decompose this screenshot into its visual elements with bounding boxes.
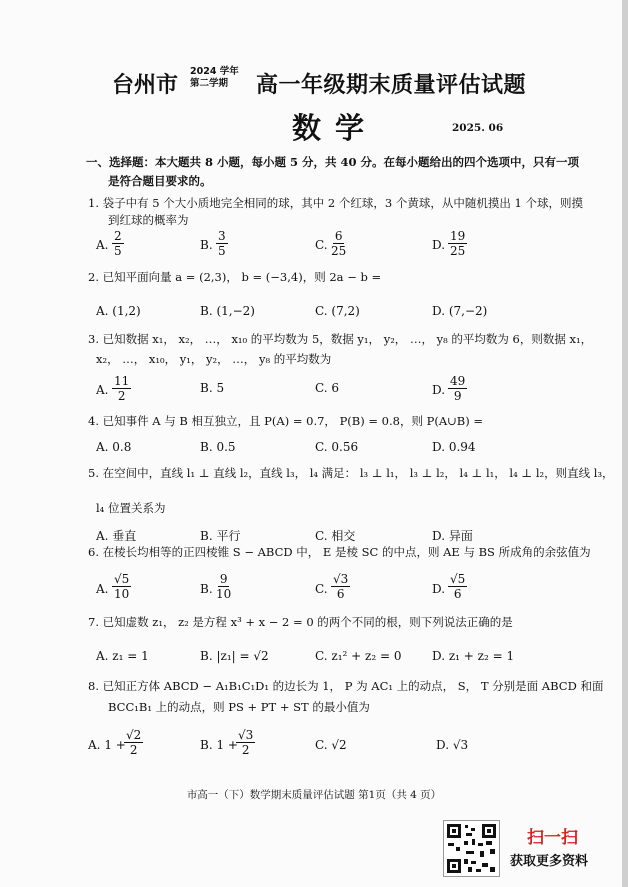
q6-option-d: $\frac{√5}{6}$	[450, 572, 466, 601]
q6-stem: 6. 在棱长均相等的正四棱锥 S − ABCD 中， E 是棱 SC 的中点，则 AE 与 BS 所成角的余弦值为	[88, 545, 591, 559]
q1-stem: 1. 袋子中有 5 个大小质地完全相同的球，其中 2 个红球，3 个黄球，从中随机摸出 1 个球，则摸	[88, 196, 583, 210]
term-label: 2024 学年 第二学期	[190, 66, 239, 89]
q5-option-a: A. 垂直	[96, 529, 137, 543]
q8-stem-cont: BCC₁B₁ 上的动点，则 PS + PT + ST 的最小值为	[108, 700, 370, 714]
q3-option-d-label: D.	[432, 383, 446, 397]
q4-stem: 4. 已知事件 A 与 B 相互独立，且 P(A) = 0.7， P(B) = 0.8，则 P(A∪B) =	[88, 414, 484, 428]
q3-option-c: C. 6	[315, 381, 340, 395]
q4-option-b: B. 0.5	[200, 440, 236, 454]
q8-option-a: $\frac{√2}{2}$	[126, 728, 142, 757]
subject-title: 数学	[292, 111, 379, 145]
q1-option-a: $\frac{2}{5}$	[114, 229, 122, 258]
q1-option-c-label: C.	[315, 238, 328, 252]
q2-option-c: C. (7,2)	[315, 304, 360, 318]
q5-stem-cont: l₄ 位置关系为	[96, 501, 166, 515]
q7-option-a: A. z₁ = 1	[96, 649, 149, 663]
q4-option-a: A. 0.8	[96, 440, 132, 454]
q1-option-c: $\frac{6}{25}$	[331, 229, 347, 258]
q5-option-b: B. 平行	[200, 529, 241, 543]
q6-option-b-label: B.	[200, 582, 213, 596]
q7-stem: 7. 已知虚数 z₁， z₂ 是方程 x³ + x − 2 = 0 的两个不同的根，则下列说法正确的是	[88, 615, 513, 629]
q1-option-d-label: D.	[432, 238, 446, 252]
q8-option-a-label: A. 1 +	[88, 738, 126, 752]
q2-stem: 2. 已知平面向量 a = (2,3)， b = (−3,4)，则 2a − b =	[88, 270, 382, 284]
q3-option-b: B. 5	[200, 381, 225, 395]
q8-option-b-label: B. 1 +	[200, 738, 238, 752]
promo-title: 扫一扫	[527, 828, 578, 848]
q2-option-b: B. (1,−2)	[200, 304, 255, 318]
q2-option-a: A. (1,2)	[96, 304, 141, 318]
q3-option-a-label: A.	[96, 383, 109, 397]
q6-option-a: $\frac{√5}{10}$	[114, 572, 130, 601]
q2-option-d: D. (7,−2)	[432, 304, 488, 318]
q6-option-b: $\frac{9}{10}$	[216, 572, 232, 601]
q5-option-d: D. 异面	[432, 529, 473, 543]
q7-option-c: C. z₁² + z₂ = 0	[315, 649, 402, 663]
q4-option-d: D. 0.94	[432, 440, 476, 454]
q8-stem: 8. 已知正方体 ABCD − A₁B₁C₁D₁ 的边长为 1， P 为 AC₁ 上的动点， S， T 分别是面 ABCD 和面	[88, 679, 604, 693]
q1-option-b-label: B.	[200, 238, 213, 252]
q8-option-b: $\frac{√3}{2}$	[238, 728, 254, 757]
q6-option-d-label: D.	[432, 582, 446, 596]
q6-option-c: $\frac{√3}{6}$	[333, 572, 349, 601]
q3-option-a: $\frac{11}{2}$	[114, 374, 130, 403]
section-heading-cont: 是符合题目要求的。	[108, 174, 212, 188]
q6-option-c-label: C.	[315, 582, 328, 596]
q3-stem: 3. 已知数据 x₁， x₂， …， x₁₀ 的平均数为 5，数据 y₁， y₂， …， y₈ 的平均数为 6，则数据 x₁，	[88, 332, 593, 346]
q1-option-b: $\frac{3}{5}$	[218, 229, 226, 258]
q7-option-d: D. z₁ + z₂ = 1	[432, 649, 515, 663]
q5-option-c: C. 相交	[315, 529, 356, 543]
exam-title: 高一年级期末质量评估试题	[256, 73, 527, 98]
q6-option-a-label: A.	[96, 582, 109, 596]
q8-option-c: C. √2	[315, 738, 347, 752]
q5-stem: 5. 在空间中，直线 l₁ ⊥ 直线 l₂，直线 l₃， l₄ 满足： l₃ ⊥ l₁， l₃ ⊥ l₂， l₄ ⊥ l₁， l₄ ⊥ l₂，则直线 l₃，	[88, 466, 614, 480]
q4-option-c: C. 0.56	[315, 440, 359, 454]
q1-option-d: $\frac{19}{25}$	[450, 229, 466, 258]
q1-stem-cont: 到红球的概率为	[108, 213, 189, 227]
q8-option-d: D. √3	[436, 738, 469, 752]
section-heading: 一、选择题：本大题共 8 小题，每小题 5 分，共 40 分。在每小题给出的四个选项中，只有一项	[86, 155, 580, 169]
q7-option-b: B. |z₁| = √2	[200, 649, 269, 663]
promo-subtitle: 获取更多资料	[510, 854, 589, 869]
page-edge	[622, 0, 628, 887]
exam-header	[112, 62, 552, 106]
q1-option-a-label: A.	[96, 238, 109, 252]
q3-option-d: $\frac{49}{9}$	[450, 374, 466, 403]
city-name: 台州市	[112, 73, 179, 98]
page-footer: 市高一（下）数学期末质量评估试题 第1页（共 4 页）	[186, 789, 442, 801]
q3-stem-cont: x₂， …， x₁₀， y₁， y₂， …， y₈ 的平均数为	[96, 352, 332, 366]
qr-code-icon[interactable]	[443, 820, 500, 877]
exam-date: 2025. 06	[452, 122, 504, 134]
